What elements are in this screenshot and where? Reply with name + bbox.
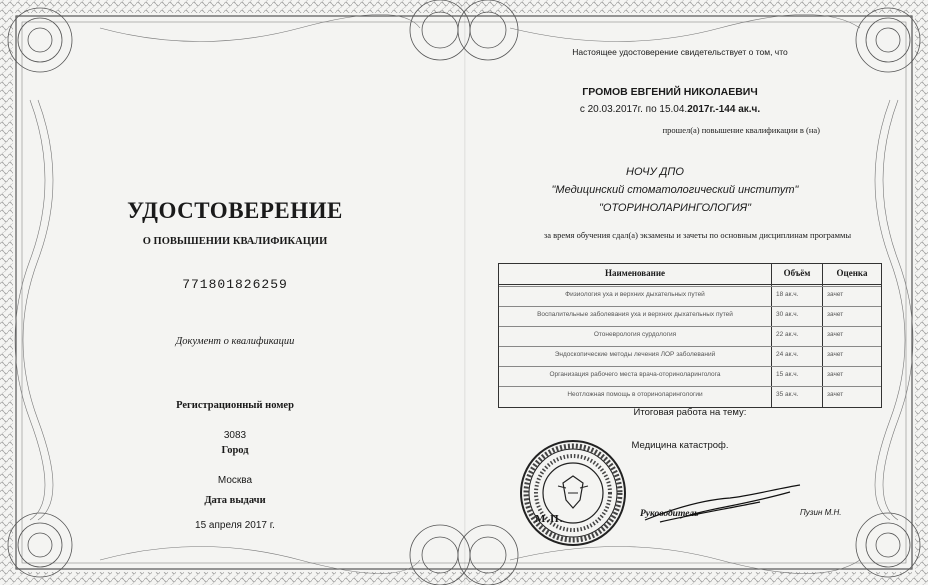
certificate-title: УДОСТОВЕРЕНИЕ	[127, 198, 343, 223]
signer-name: Пузин М.Н.	[800, 508, 842, 517]
disciplines-table	[498, 263, 882, 408]
program-name: "ОТОРИНОЛАРИНГОЛОГИЯ"	[598, 202, 752, 214]
discipline-name: Неотложная помощь в оториноларингологии	[567, 391, 703, 398]
stamp-mark: М.П.	[535, 513, 564, 525]
discipline-grade: зачет	[827, 351, 844, 358]
discipline-hours: 15 ак.ч.	[776, 371, 799, 378]
discipline-hours: 18 ак.ч.	[776, 291, 799, 298]
certificate-intro: Настоящее удостоверение свидетельствует о том, что	[572, 47, 788, 57]
issue-date-label: Дата выдачи	[204, 495, 266, 506]
registration-number: 3083	[223, 430, 247, 441]
discipline-hours: 30 ак.ч.	[776, 311, 799, 318]
registration-label: Регистрационный номер	[176, 400, 294, 411]
training-period	[540, 104, 800, 115]
document-kind: Документ о квалификации	[175, 336, 295, 347]
signature-icon	[640, 480, 805, 530]
final-work-title: Медицина катастроф.	[631, 440, 729, 451]
holder-name: ГРОМОВ ЕВГЕНИЙ НИКОЛАЕВИЧ	[582, 86, 758, 98]
header-volume: Объём	[783, 268, 811, 278]
discipline-grade: зачет	[827, 331, 844, 338]
city-label: Город	[221, 445, 249, 456]
table-row	[499, 346, 881, 364]
period-prefix: с 20.03.2017г. по 15.04.	[579, 104, 688, 115]
period-suffix: 2017г.-144 ак.ч.	[687, 104, 761, 115]
official-seal	[518, 438, 628, 548]
table-row	[499, 286, 881, 304]
final-work-label: Итоговая работа на тему:	[633, 407, 747, 418]
passed-text: прошел(а) повышение квалификации в (на)	[662, 125, 820, 135]
discipline-name: Воспалительные заболевания уха и верхних дыхательных путей	[537, 311, 733, 318]
issue-date: 15 апреля 2017 г.	[195, 520, 275, 531]
discipline-name: Отоневрология сурдология	[593, 331, 677, 338]
discipline-grade: зачет	[827, 391, 844, 398]
table-row	[499, 326, 881, 344]
page-fold	[464, 0, 466, 585]
org-type: НОЧУ ДПО	[626, 166, 684, 178]
org-name: "Медицинский стоматологический институт"	[551, 184, 799, 196]
discipline-hours: 24 ак.ч.	[776, 351, 799, 358]
discipline-hours: 35 ак.ч.	[776, 391, 799, 398]
discipline-hours: 22 ак.ч.	[776, 331, 799, 338]
discipline-name: Эндоскопические методы лечения ЛОР заболеваний	[554, 351, 716, 358]
table-header	[499, 264, 881, 285]
header-name: Наименование	[605, 268, 665, 278]
table-row	[499, 386, 881, 404]
exams-text: за время обучения сдал(а) экзамены и зачеты по основным дисциплинам программы	[543, 230, 852, 240]
serial-number: 771801826259	[182, 277, 288, 292]
discipline-grade: зачет	[827, 371, 844, 378]
table-row	[499, 366, 881, 384]
head-label: Руководитель	[640, 509, 699, 519]
discipline-grade: зачет	[827, 291, 844, 298]
city-value: Москва	[217, 475, 253, 486]
discipline-grade: зачет	[827, 311, 844, 318]
certificate-subtitle: О ПОВЫШЕНИИ КВАЛИФИКАЦИИ	[142, 236, 328, 247]
header-grade: Оценка	[836, 268, 868, 278]
discipline-name: Организация рабочего места врача-оториноларинголога	[549, 371, 721, 378]
discipline-name: Физиология уха и верхних дыхательных путей	[565, 291, 705, 298]
table-row	[499, 306, 881, 324]
